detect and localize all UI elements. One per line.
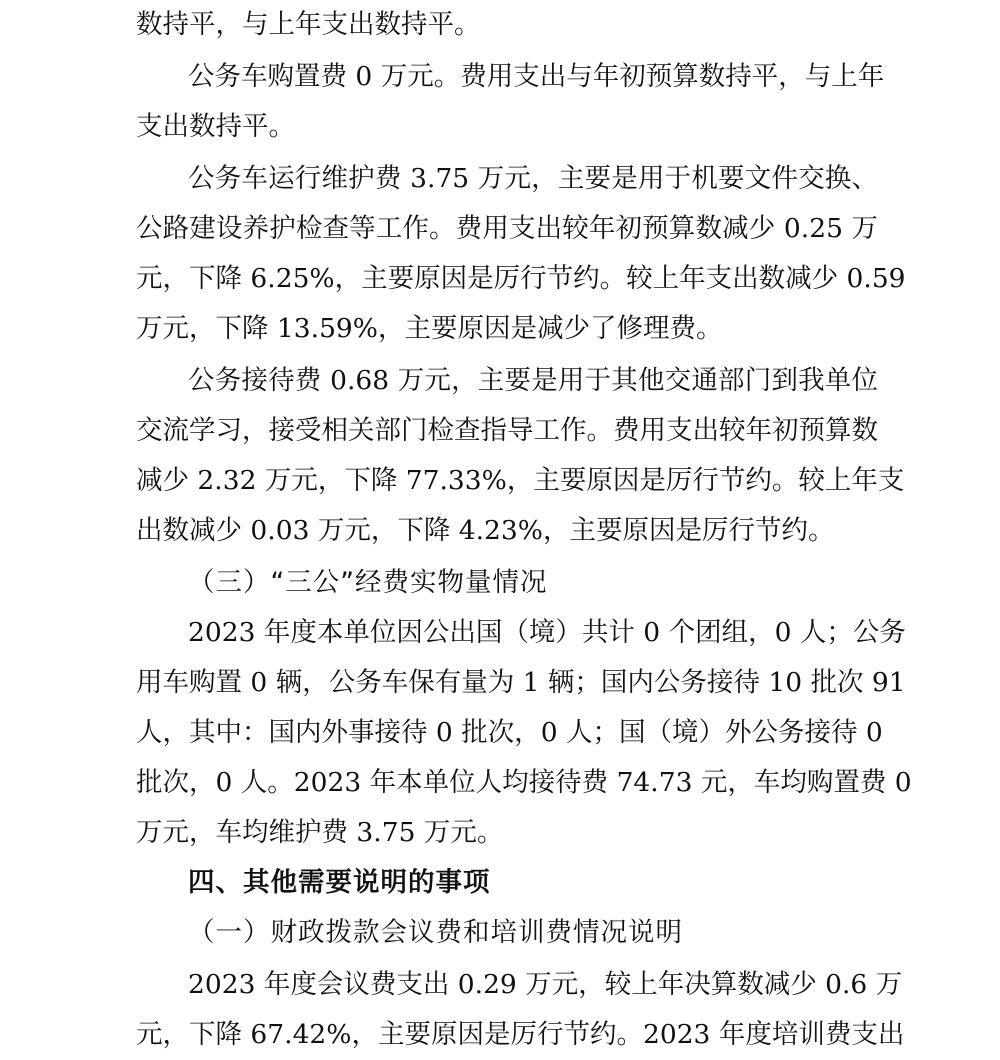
paragraph-line: 万元，车均维护费 3.75 万元。 bbox=[136, 817, 504, 848]
paragraph-line: 万元，下降 13.59%，主要原因是减少了修理费。 bbox=[136, 313, 723, 344]
paragraph-line: 2023 年度本单位因公出国（境）共计 0 个团组，0 人；公务 bbox=[188, 617, 906, 648]
paragraph-line: 2023 年度会议费支出 0.29 万元，较上年决算数减少 0.6 万 bbox=[188, 969, 903, 1000]
paragraph-line: 减少 2.32 万元，下降 77.33%，主要原因是厉行节约。较上年支 bbox=[136, 465, 905, 496]
paragraph-line: 公务车购置费 0 万元。费用支出与年初预算数持平，与上年 bbox=[188, 61, 885, 92]
paragraph-line: 公路建设养护检查等工作。费用支出较年初预算数减少 0.25 万 bbox=[136, 213, 878, 244]
paragraph-line: 批次，0 人。2023 年本单位人均接待费 74.73 元，车均购置费 0 bbox=[136, 767, 912, 798]
paragraph-line: 元，下降 67.42%，主要原因是厉行节约。2023 年度培训费支出 bbox=[136, 1019, 905, 1050]
paragraph-line: 交流学习，接受相关部门检查指导工作。费用支出较年初预算数 bbox=[136, 415, 878, 446]
paragraph-line: 出数减少 0.03 万元，下降 4.23%，主要原因是厉行节约。 bbox=[136, 515, 835, 546]
paragraph-line: 数持平，与上年支出数持平。 bbox=[136, 9, 481, 40]
paragraph-line: 元，下降 6.25%，主要原因是厉行节约。较上年支出数减少 0.59 bbox=[136, 263, 906, 294]
paragraph-line: 支出数持平。 bbox=[136, 111, 295, 142]
section-subheading: （一）财政拨款会议费和培训费情况说明 bbox=[188, 917, 683, 948]
paragraph-line: 人，其中：国内外事接待 0 批次，0 人；国（境）外公务接待 0 bbox=[136, 717, 883, 748]
paragraph-line: 公务车运行维护费 3.75 万元，主要是用于机要文件交换、 bbox=[188, 163, 878, 194]
section-heading: 四、其他需要说明的事项 bbox=[188, 867, 491, 898]
paragraph-line: 用车购置 0 辆，公务车保有量为 1 辆；国内公务接待 10 批次 91 bbox=[136, 667, 906, 698]
section-subheading: （三）“三公”经费实物量情况 bbox=[188, 567, 548, 598]
paragraph-line: 公务接待费 0.68 万元，主要是用于其他交通部门到我单位 bbox=[188, 365, 878, 396]
